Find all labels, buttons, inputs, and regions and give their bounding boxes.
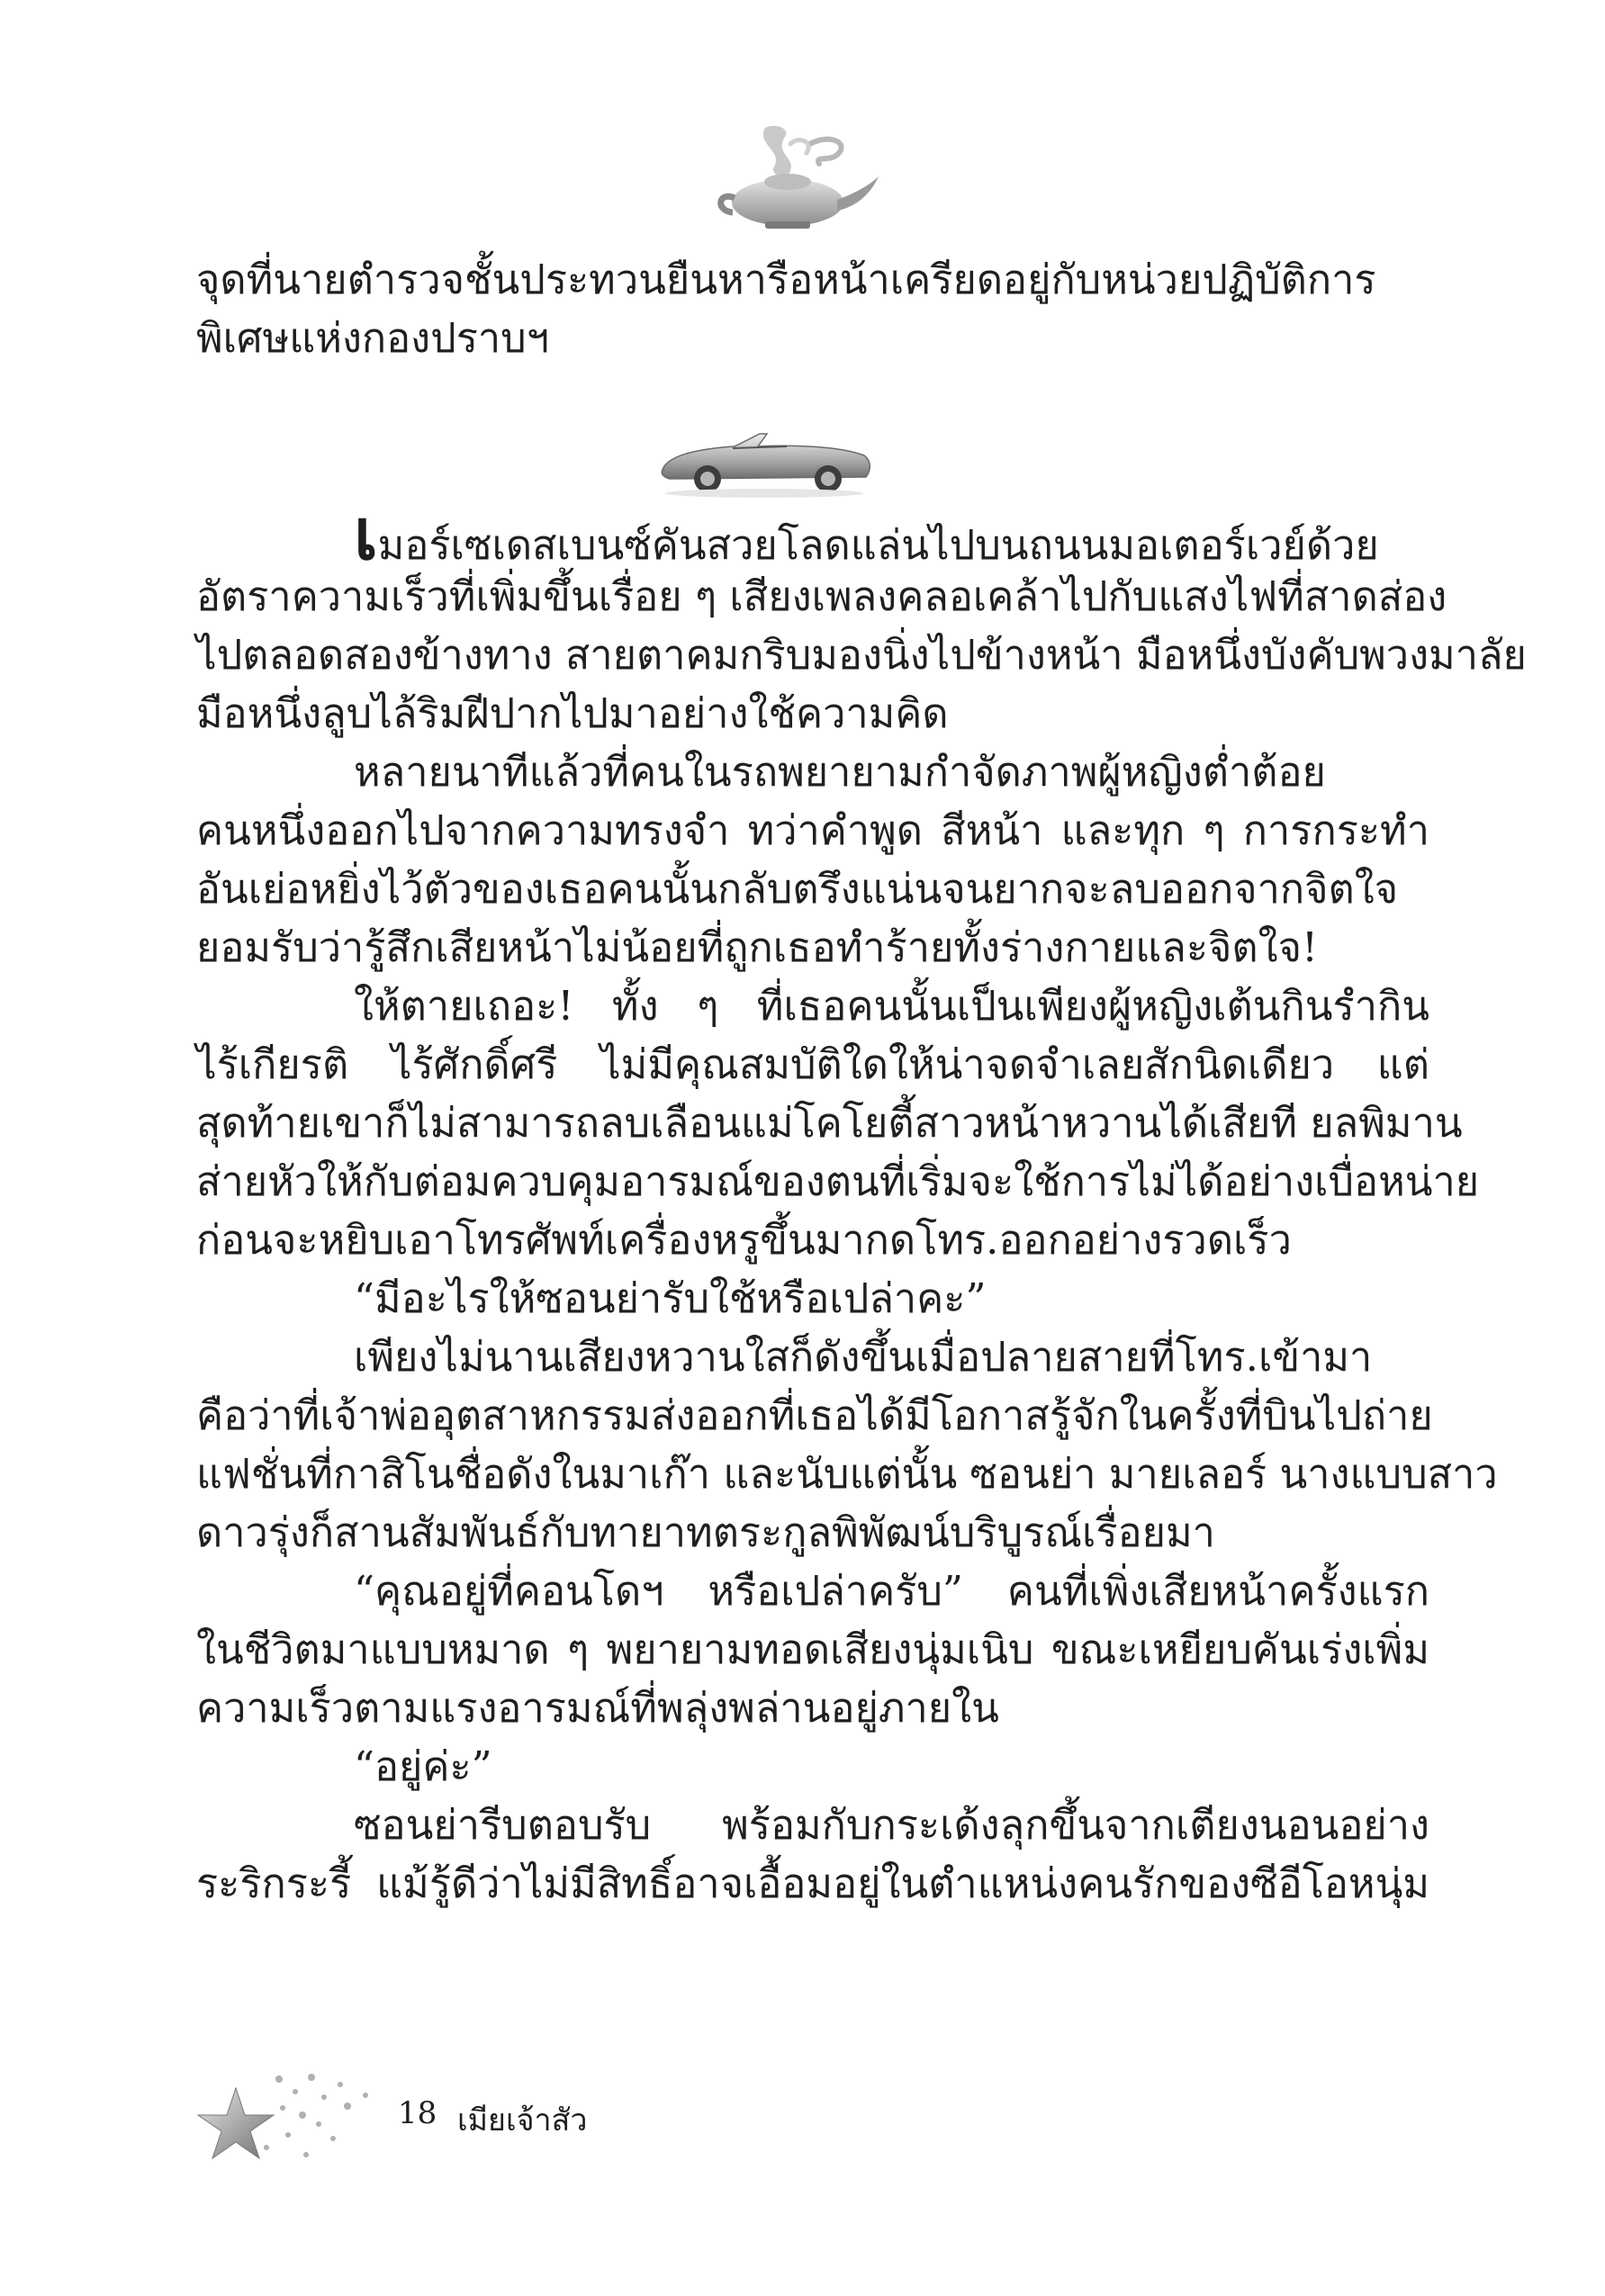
text-line: ซอนย่ารีบตอบรับ พร้อมกับกระเด้งลุกขึ้นจากเตียงนอนอย่าง (354, 1801, 1429, 1849)
genie-lamp-icon (702, 117, 882, 234)
text-line: หลายนาทีแล้วที่คนในรถพยายามกำจัดภาพผู้หญิงต่ำต้อย (354, 748, 1326, 796)
book-title: เมียเจ้าสัว (457, 2102, 588, 2138)
text-line: ระริกระรี้ แม้รู้ดีว่าไม่มีสิทธิ์อาจเอื้อมอยู่ในตำแหน่งคนรักของซีอีโอหนุ่ม (196, 1859, 1429, 1907)
text-line: ดาวรุ่งก็สานสัมพันธ์กับทายาทตระกูลพิพัฒน์บริบูรณ์เรื่อยมา (196, 1508, 1215, 1556)
page-footer (189, 2061, 729, 2178)
text-line (196, 494, 1429, 576)
page-number: 18 (398, 2095, 437, 2131)
text-line: เพียงไม่นานเสียงหวานใสก็ดังขึ้นเมื่อปลายสายที่โทร.เข้ามา (354, 1333, 1373, 1381)
text-line: มือหนึ่งลูบไล้ริมฝีปากไปมาอย่างใช้ความคิด (196, 689, 949, 737)
text-line: ในชีวิตมาแบบหมาด ๆ พยายามทอดเสียงนุ่มเนิบ ขณะเหยียบคันเร่งเพิ่ม (196, 1625, 1429, 1673)
text-line: แฟชั่นที่กาสิโนชื่อดังในมาเก๊า และนับแต่นั้น ซอนย่า มายเลอร์ นางแบบสาว (196, 1450, 1498, 1498)
stars-icon (189, 2061, 387, 2178)
text-line: จุดที่นายตำรวจชั้นประทวนยืนหารือหน้าเครียดอยู่กับหน่วยปฏิบัติการ (196, 256, 1376, 303)
story-paragraphs (196, 494, 1527, 1913)
text-line: “อยู่ค่ะ” (354, 1742, 492, 1790)
intro-paragraph (196, 250, 1429, 367)
text-line: ไปตลอดสองข้างทาง สายตาคมกริบมองนิ่งไปข้างหน้า มือหนึ่งบังคับพวงมาลัย (196, 631, 1527, 679)
text-line: อัตราความเร็วที่เพิ่มขึ้นเรื่อย ๆ เสียงเพลงคลอเคล้าไปกับแสงไฟที่สาดส่อง (196, 572, 1447, 620)
text-line: คนหนึ่งออกไปจากความทรงจำ ทว่าคำพูด สีหน้า และทุก ๆ การกระทำ (196, 806, 1429, 854)
text-line: “คุณอยู่ที่คอนโดฯ หรือเปล่าครับ” คนที่เพิ่งเสียหน้าครั้งแรก (354, 1567, 1429, 1615)
text-line: ความเร็วตามแรงอารมณ์ที่พลุ่งพล่านอยู่ภายใน (196, 1684, 999, 1732)
first-line-text: มอร์เซเดสเบนซ์คันสวยโลดแล่นไปบนถนนมอเตอร์เวย์ด้วย (377, 521, 1379, 569)
drop-cap: เ (354, 494, 378, 576)
text-line: ไร้เกียรติ ไร้ศักดิ์ศรี ไม่มีคุณสมบัติใดให้น่าจดจำเลยสักนิดเดียว แต่ (196, 1040, 1429, 1088)
text-line: ก่อนจะหยิบเอาโทรศัพท์เครื่องหรูขึ้นมากดโทร.ออกอย่างรวดเร็ว (196, 1216, 1292, 1264)
text-line: คือว่าที่เจ้าพ่ออุตสาหกรรมส่งออกที่เธอได้มีโอกาสรู้จักในครั้งที่บินไปถ่าย (196, 1391, 1433, 1439)
text-line: ยอมรับว่ารู้สึกเสียหน้าไม่น้อยที่ถูกเธอทำร้ายทั้งร่างกายและจิตใจ! (196, 923, 1319, 971)
text-line: พิเศษแห่งกองปราบฯ (196, 314, 549, 362)
text-line: “มีอะไรให้ซอนย่ารับใช้หรือเปล่าคะ” (354, 1274, 987, 1322)
text-line: ให้ตายเถอะ! ทั้ง ๆ ที่เธอคนนั้นเป็นเพียงผู้หญิงเต้นกินรำกิน (354, 982, 1429, 1030)
text-line: สุดท้ายเขาก็ไม่สามารถลบเลือนแม่โคโยตี้สาวหน้าหวานได้เสียที ยลพิมาน (196, 1099, 1463, 1147)
convertible-car-icon (652, 414, 877, 504)
text-line: อันเย่อหยิ่งไว้ตัวของเธอคนนั้นกลับตรึงแน่นจนยากจะลบออกจากจิตใจ (196, 865, 1399, 913)
text-line: ส่ายหัวให้กับต่อมควบคุมอารมณ์ของตนที่เริ่มจะใช้การไม่ได้อย่างเบื่อหน่าย (196, 1157, 1480, 1205)
